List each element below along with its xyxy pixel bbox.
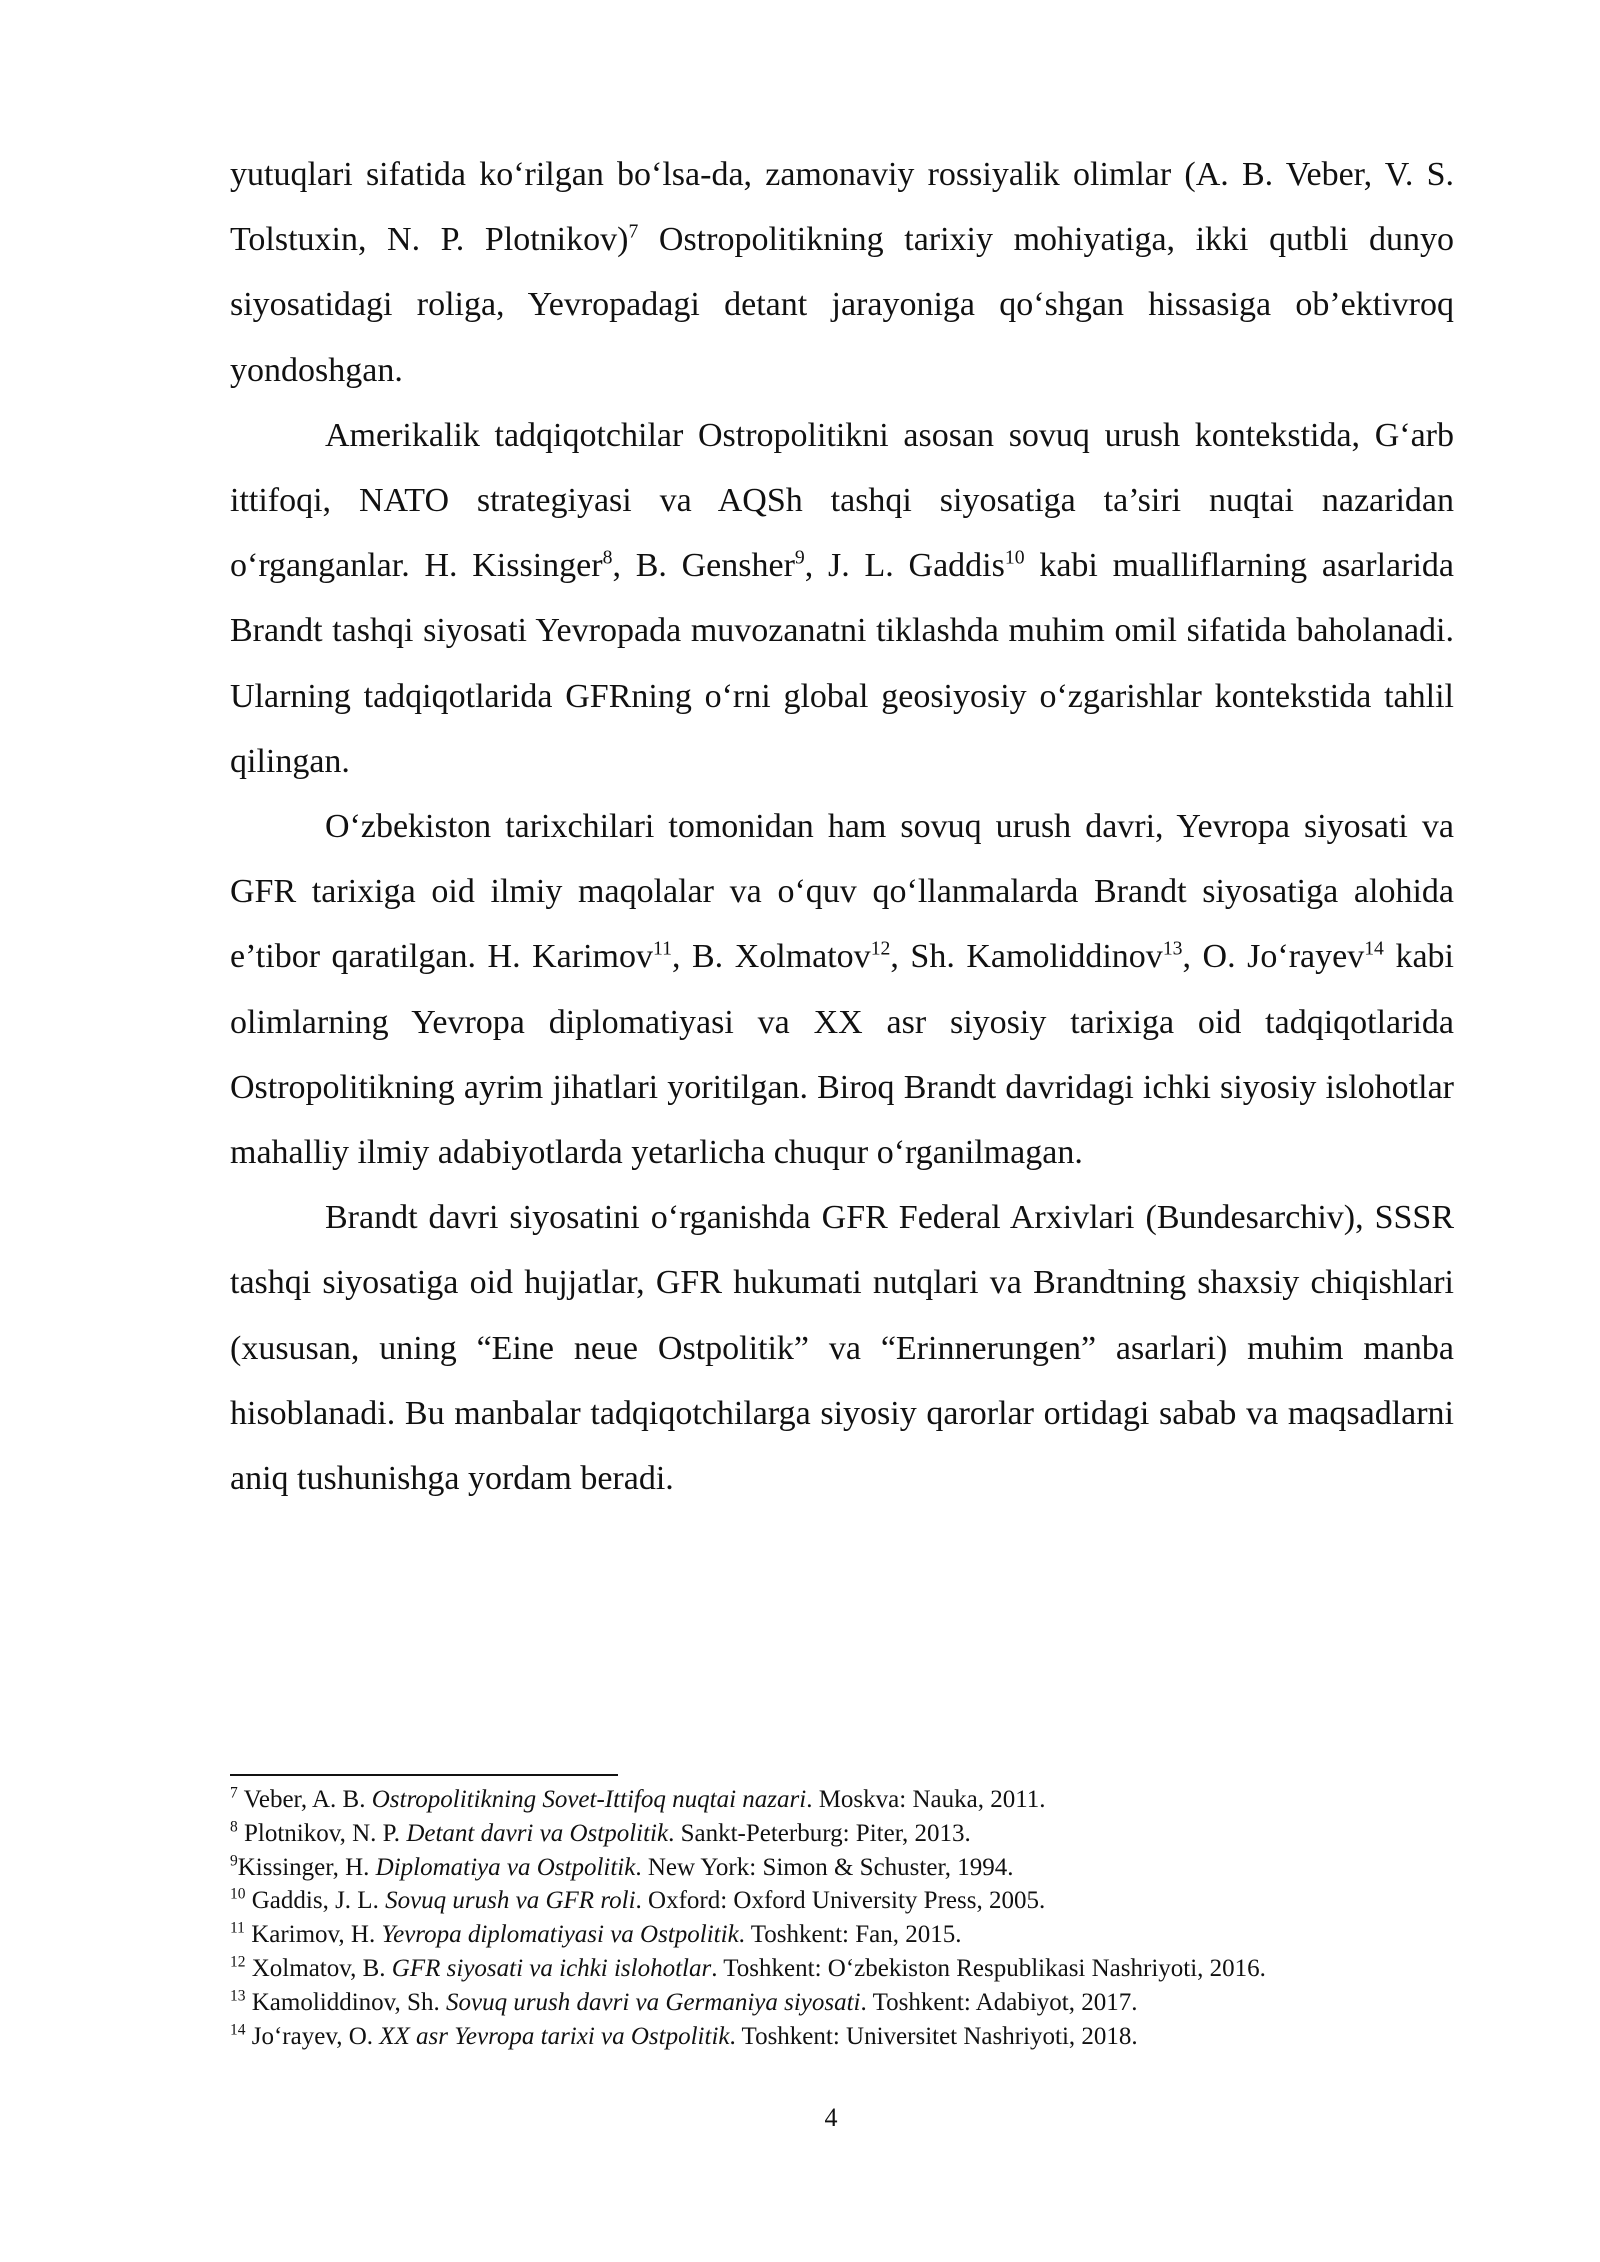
footnote-ref[interactable]: 7 xyxy=(628,220,639,243)
footnote-title: GFR siyosati va ichki islohotlar xyxy=(391,1954,712,1982)
paragraph: Brandt davri siyosatini o‘rganishda GFR Federal Arxivlari (Bundesarchiv), SSSR tashqi siyosatiga oid hujjatlar, GFR hukumati nutqlari va Brandtning shaxsiy chiqishlari (xususan, uning “Eine neue Ostpolitik” va “Erinnerungen” asarlari) muhim manba hisoblanadi. Bu manbalar tadqiqotchilarga siyosiy qarorlar ortidagi sabab va maqsadlarni aniq tushunishga yordam beradi. xyxy=(230,1199,1454,1498)
page-number: 4 xyxy=(824,2103,838,2132)
footnote: $^9$Kissinger, H. Diplomatiya va Ostpolitik. New York: Simon & Schuster, 1994. xyxy=(230,1852,1014,1881)
footnote-number: 14 xyxy=(230,2021,246,2039)
footnote-number: 7 xyxy=(230,1784,238,1802)
footnote-title: Sovuq urush davri va Germaniya siyosati xyxy=(445,1988,861,2016)
footnote-ref[interactable]: 11 xyxy=(652,938,672,961)
footnote: $^{12}$ Xolmatov, B. GFR siyosati va ichki islohotlar. Toshkent: O‘zbekiston Respublikasi Nashriyoti, 2016. xyxy=(230,1953,1266,1982)
footnote-ref[interactable]: 13 xyxy=(1162,938,1183,961)
footnote: $^{11}$ Karimov, H. Yevropa diplomatiyasi va Ostpolitik. Toshkent: Fan, 2015. xyxy=(230,1919,962,1949)
footnote-number: 13 xyxy=(230,1987,246,2005)
footnote-number: 10 xyxy=(230,1886,246,1904)
footnotes xyxy=(230,1783,1454,2053)
footnote-title: Detant davri va Ostpolitik xyxy=(406,1819,669,1847)
paragraph: O‘zbekiston tarixchilari tomonidan ham sovuq urush davri, Yevropa siyosati va GFR tarixiga oid ilmiy maqolalar va o‘quv qo‘llanmalarda Brandt siyosatiga alohida e’tibor qaratilgan. H. Karimov$^{11}$, B. Xolmatov$^{12}$, Sh. Kamoliddinov$^{13}$, O. Jo‘rayev$^{14}$ kabi olimlarning Yevropa diplomatiyasi va XX asr siyosiy tarixiga oid tadqiqotlarida Ostropolitikning ayrim jihatlari yoritilgan. Biroq Brandt davridagi ichki siyosiy islohotlar mahalliy ilmiy adabiyotlarda yetarlicha chuqur o‘rganilmagan. xyxy=(230,808,1454,1172)
footnote-ref[interactable]: 8 xyxy=(602,546,613,569)
footnote-number: 12 xyxy=(230,1953,246,1971)
footnote-ref[interactable]: 9 xyxy=(794,546,805,569)
footnote-number: 11 xyxy=(230,1919,245,1937)
footnote-title: XX asr Yevropa tarixi va Ostpolitik xyxy=(379,2022,730,2050)
footnote: $^7$ Veber, A. B. Ostropolitikning Sovet-Ittifoq nuqtai nazari. Moskva: Nauka, 2011. xyxy=(230,1784,1046,1813)
footnote-ref[interactable]: 14 xyxy=(1364,938,1384,961)
footnote-number: 8 xyxy=(230,1818,238,1836)
footnote: $^{10}$ Gaddis, J. L. Sovuq urush va GFR roli. Oxford: Oxford University Press, 2005. xyxy=(230,1886,1046,1915)
footnote-separator xyxy=(230,1774,618,1776)
body-text xyxy=(230,142,1454,1511)
footnote-title: Sovuq urush va GFR roli xyxy=(385,1887,636,1915)
paragraph: Amerikalik tadqiqotchilar Ostropolitikni asosan sovuq urush kontekstida, G‘arb ittifoqi, NATO strategiyasi va AQSh tashqi siyosatiga ta’siri nuqtai nazaridan o‘rganganlar. H. Kissinger$^8$, B. Gensher$^9$, J. L. Gaddis$^{10}$ kabi mualliflarning asarlarida Brandt tashqi siyosati Yevropada muvozanatni tiklashda muhim omil sifatida baholanadi. Ularning tadqiqotlarida GFRning o‘rni global geosiyosiy o‘zgarishlar kontekstida tahlil qilingan. xyxy=(230,416,1454,780)
footnote-ref[interactable]: 12 xyxy=(870,938,891,961)
footnote-title: Ostropolitikning Sovet-Ittifoq nuqtai nazari xyxy=(371,1786,807,1813)
footnote-title: Diplomatiya va Ostpolitik xyxy=(375,1853,636,1881)
paragraph: yutuqlari sifatida ko‘rilgan bo‘lsa-da, zamonaviy rossiyalik olimlar (A. B. Veber, V. S. Tolstuxin, N. P. Plotnikov)$^7$ Ostropolitikning tarixiy mohiyatiga, ikki qutbli dunyo siyosatidagi roliga, Yevropadagi detant jarayoniga qo‘shgan hissasiga ob’ektivroq yondoshgan. xyxy=(230,156,1454,389)
footnote: $^{14}$ Jo‘rayev, O. XX asr Yevropa tarixi va Ostpolitik. Toshkent: Universitet Nashriyoti, 2018. xyxy=(230,2021,1138,2050)
footnote-ref[interactable]: 10 xyxy=(1004,546,1025,569)
footnote-title: Yevropa diplomatiyasi va Ostpolitik xyxy=(381,1921,739,1949)
footnote-number: 9 xyxy=(230,1852,238,1870)
footnote: $^8$ Plotnikov, N. P. Detant davri va Ostpolitik. Sankt-Peterburg: Piter, 2013. xyxy=(230,1818,971,1847)
footnote: $^{13}$ Kamoliddinov, Sh. Sovuq urush davri va Germaniya siyosati. Toshkent: Adabiyot, 2017. xyxy=(230,1987,1138,2016)
